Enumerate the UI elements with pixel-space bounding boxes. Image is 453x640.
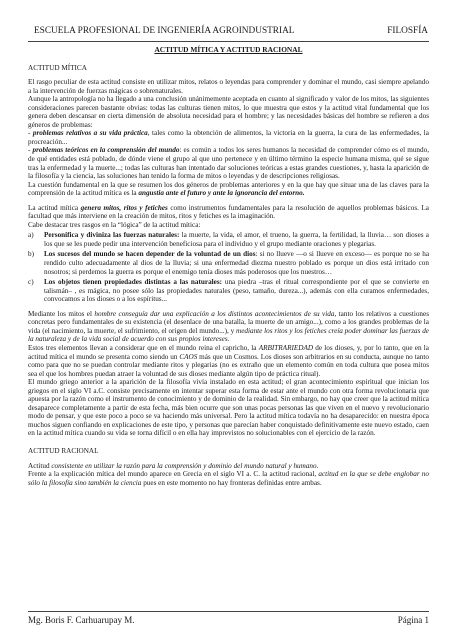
footer-page-number: Página 1	[397, 615, 429, 625]
paragraph	[28, 462, 429, 471]
footer-rule	[28, 611, 429, 612]
text-run: , tales como la obtención de alimentos, la victoria en la guerra, la cura de las enfermedades, la procreación...	[28, 129, 429, 146]
paragraph: - problemas relativos a su vida práctica, tales como la obtención de alimentos, la victoria en la guerra, la cura de las enfermedades, la procreación...	[28, 129, 429, 146]
paragraph: Aunque la antropología no ha llegado a una conclusión unánimemente aceptada en cuanto al significado y valor de los mitos, las siguientes consideraciones parecen bastante obvias: todas las culturas tienen mitos, lo que muestra que estos y la actitud vital fundamental que los genera deben descansar en cierta dimensión de absoluta necesidad para el hombre; y las necesidades básicas del hombre se refieren a dos géneros de problemas:	[28, 95, 429, 129]
text-run: una piedra –tras el ritual correspondiente por el que se convierte en talismán– , es mágica, no posee sólo las propiedades naturales (peso, tamaño, dureza...), además con ella curamos enfermedades, convocamos a los dioses o a los espíritus...	[44, 278, 429, 304]
emphasis: mediante los ritos y los fetiches creía poder dominar las fuerzas de la naturaleza y de la vida social de acuerdo con sus propios intereses	[28, 326, 430, 344]
emphasis: Personifica y diviniza las fuerzas naturales:	[44, 231, 180, 240]
paragraph: El mundo griego anterior a la aparición de la filosofía vivía instalado en esta actitud; el gran acontecimiento espiritual que inician los griegos en el siglo VI a.C. consiste precisamente en intentar superar esta forma de estar ante el mundo con otra forma revolucionaria que apuesta por la razón como el instrumento de conocimiento y de dominio de la realidad. Sin embargo, no hay que creer que la actitud mítica desaparece completamente a partir de esta fecha, más bien ocurre que son unas pocas personas las que viven en el nuevo y revolucionario modo de pensar, y que este poco a poco se va haciendo más universal. Pero la actitud mítica todavía no ha desaparecido: en nuestra época muchos siguen confiando en explicaciones de este tipo, y personas que parecían haber conquistado definitivamente este nuevo estado, caen en la actitud mítica cuando su vida se torna difícil o en ella hay imprevistos no solucionables con el ejercicio de la razón.	[28, 378, 429, 438]
text-run: : es común a todos los seres humanos la necesidad de comprender cómo es el mundo, de qué entidades está poblado, de dónde viene el grupo al que uno pertenece y en último término la especie humana misma, qué se sigue tras la enfermedad y la muerte...; todas las culturas han intentado dar soluciones teóricas a estas grandes cuestiones, y, hasta la aparición de la filosofía y la ciencia, las soluciones han tenido la forma de mitos o leyendas y de descripciones religiosas.	[28, 146, 429, 181]
paragraph	[28, 181, 429, 198]
section-heading-mitica: ACTITUD MÍTICA	[28, 63, 87, 72]
text-run: Frente a la explicación mítica del mundo aparece en Grecia en el siglo VI a. C. la actitud racional,	[28, 470, 319, 479]
emphasis: problemas teóricos en la comprensión del mundo	[32, 146, 180, 155]
text-run: de los dioses, y, por lo tanto, que en la actitud mítica el mundo se presenta como siendo un	[28, 343, 429, 361]
list-item	[28, 250, 429, 276]
text-run: .	[316, 461, 319, 470]
list-item	[28, 231, 429, 248]
text-run: La cuestión fundamental en la que se resumen los dos géneros de problemas anteriores y en la que hay que situar una de las claves para la comprensión de la actitud mítica es la	[28, 180, 429, 198]
text-run: más que un Cosmos. Los dioses son arbitrarios en su conducta, aunque no tanto como para que no se puedan controlar mediante ritos y plegarias (no es extraño que un elemento común en toda cultura que posea mitos sea el que los hombres puedan atraer la voluntad de sus dioses mediante algún tipo de práctica ritual).	[28, 352, 429, 378]
paragraph	[28, 344, 429, 378]
paragraph	[28, 310, 429, 344]
emphasis: problemas relativos a su vida práctica	[32, 129, 148, 138]
text-run: , tanto los relativos a cuestiones concretas pero fundamentales de su existencia (el desenlace de una batalla, la muerte de un amigo...), como a los grandes problemas de la vida (el nacimiento, la muerte, el sufrimiento, el origen del mundo...), y	[28, 309, 430, 335]
paragraph	[28, 470, 429, 487]
text-run: .	[227, 335, 230, 344]
emphasis: Los objetos tienen propiedades distintas a las naturales:	[44, 278, 223, 287]
section-heading-racional: ACTITUD RACIONAL	[28, 446, 99, 455]
document-body	[28, 44, 429, 610]
footer-author: Mg. Boris F. Carhuarupay M.	[28, 615, 135, 625]
traits-list	[28, 231, 429, 303]
document-title: ACTITUD MÍTICA Y ACTITUD RACIONAL	[154, 45, 303, 54]
list-marker: c)	[28, 278, 34, 287]
text-run: pues en este momento no hay fronteras definidas entre ambas.	[141, 478, 322, 487]
text-run: como instrumentos fundamentales para la resolución de aquellos problemas básicos. La facultad que más interviene en la creación de mitos, ritos y fetiches es la imaginación.	[28, 203, 429, 221]
text-run: La actitud mítica	[28, 203, 81, 212]
page-footer	[28, 615, 429, 629]
emphasis: consistente en utilizar la razón para la comprensión y dominio del mundo natural y humano	[51, 461, 317, 470]
text-run: : si no llueve —o si llueve en exceso— es porque no se ha rendido culto adecuadamente al dios de la lluvia; si una enfermedad diezma nuestro poblado es porque un dios está irritado con nosotros; si perdemos la guerra es porque el enemigo tenía dioses más poderosos que los nuestros…	[44, 250, 430, 276]
paragraph	[28, 204, 429, 221]
list-marker: a)	[28, 231, 34, 240]
text-run: Mediante los mitos el	[28, 309, 95, 318]
text-run: la muerte, la vida, el amor, el trueno, la guerra, la fertilidad, la lluvia… son dioses a los que se les puede pedir una intervención beneficiosa para el individuo y el grupo mediante oraciones y plegarias.	[44, 231, 429, 248]
emphasis: Los sucesos del mundo se hacen depender de la voluntad de un dios	[44, 250, 256, 259]
page-header	[28, 24, 428, 40]
text-run: Estos tres elementos llevan a considerar que en el mundo reina el capricho, la	[28, 343, 259, 352]
emphasis: angustia ante el futuro y ante la ignorancia del entorno.	[138, 189, 305, 198]
paragraph: - problemas teóricos en la comprensión del mundo: es común a todos los seres humanos la necesidad de comprender cómo es el mundo, de qué entidades está poblado, de dónde viene el grupo al que uno pertenece y en último término la especie humana misma, qué se sigue tras la enfermedad y la muerte...; todas las culturas han intentado dar soluciones teóricas a estas grandes cuestiones, y, hasta la aparición de la filosofía y la ciencia, las soluciones han tenido la forma de mitos o leyendas y de descripciones religiosas.	[28, 146, 429, 181]
header-rule	[28, 41, 429, 42]
list-item	[28, 278, 429, 304]
header-subject: FILOSFÍA	[387, 26, 428, 36]
header-school: ESCUELA PROFESIONAL DE INGENIERÍA AGROINDUSTRIAL	[34, 26, 295, 36]
emphasis: genera mitos, ritos y fetiches	[80, 203, 168, 212]
list-marker: b)	[28, 250, 34, 259]
emphasis: actitud en la que se debe englobar no sólo la filosofía sino también la ciencia	[28, 470, 429, 487]
emphasis: ARBITRARIEDAD	[258, 343, 314, 352]
text-run: Actitud	[28, 461, 52, 470]
paragraph: Cabe destacar tres rasgos en la “lógica” de la actitud mítica:	[28, 220, 201, 229]
emphasis: CAOS	[179, 352, 198, 361]
emphasis: hombre conseguía dar una explicación a los distintos acontecimientos de su vida	[94, 309, 335, 318]
paragraph: El rasgo peculiar de esta actitud consiste en utilizar mitos, relatos o leyendas para comprender y dominar el mundo, casi siempre apelando a la intervención de fuerzas mágicas o sobrenaturales.	[28, 78, 429, 95]
